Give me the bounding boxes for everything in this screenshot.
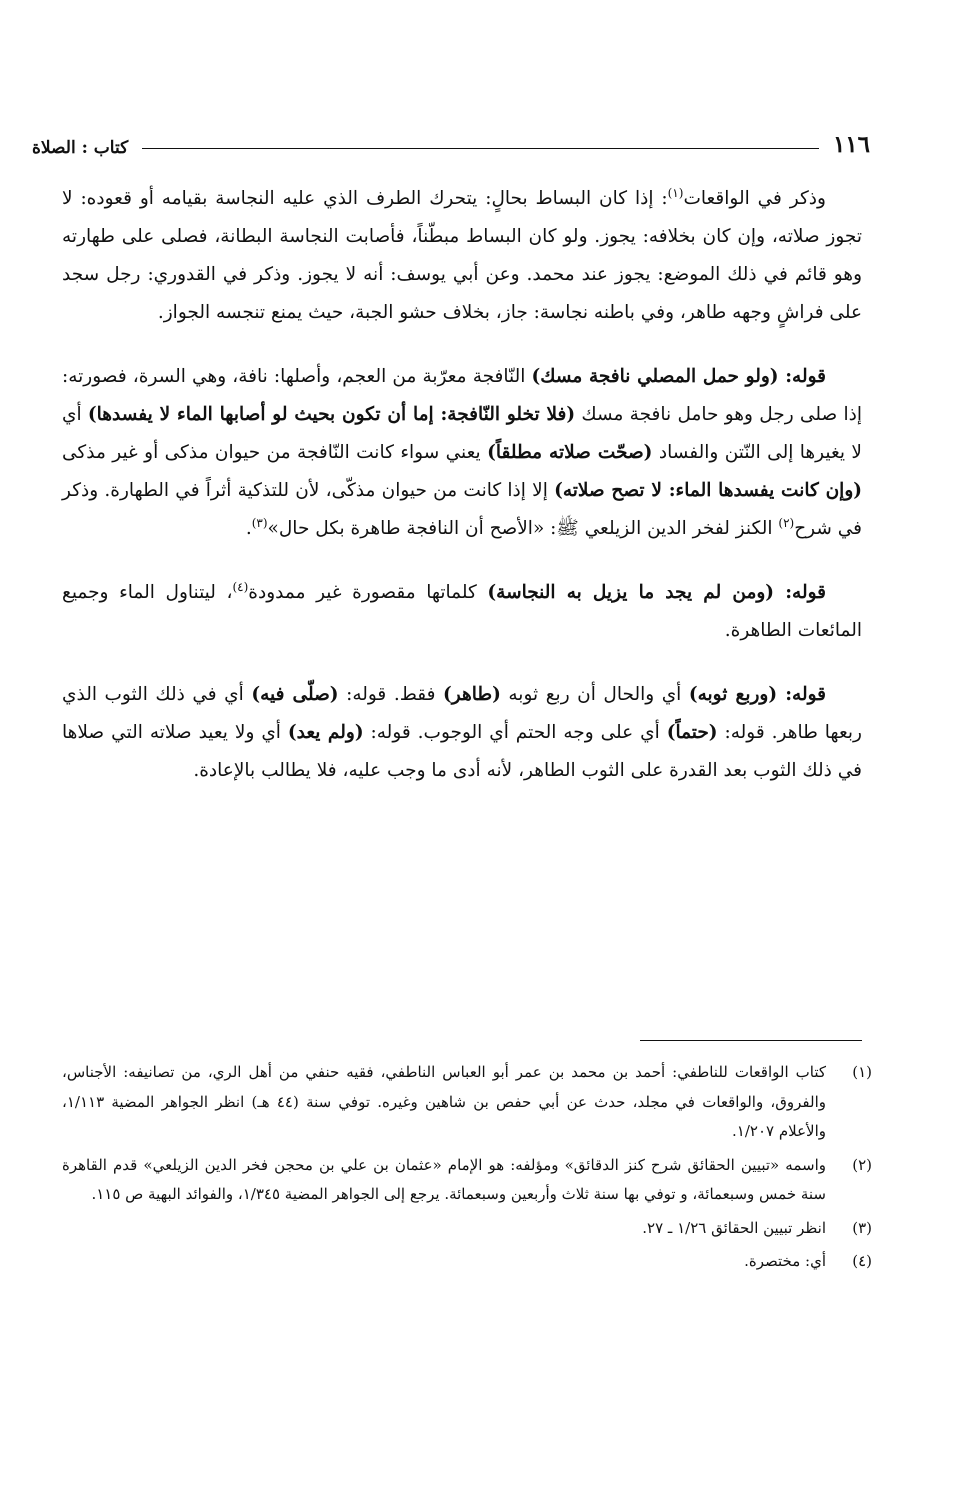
quoted-text: قوله: (ولو حمل المصلي نافجة مسك) (531, 366, 826, 387)
commentary-text: يعني سواء كانت النّافجة من حيوان مذكى أو غير مذكى (62, 442, 488, 463)
footnote-reference: (٢) (778, 515, 795, 530)
commentary-text: أي لا يغيرها إلى النّتن والفساد (62, 404, 862, 463)
footnote-text: أي: مختصرة. (744, 1252, 826, 1270)
footnote-reference: (١) (667, 185, 684, 200)
quoted-text: قوله: (ومن لم يجد ما يزيل به النجاسة) (487, 582, 826, 603)
commentary-text: : إذا كان البساط بحالٍ: يتحرك الطرف الذي عليه النجاسة بقيامه أو قعوده: لا تجوز صلاته، وإن كان بخلافه: يجوز. ولو كان البساط مبطّناً، فأصابت النجاسة البطانة، فصلى على طهارته وهو قائم في ذلك الموضع: يجوز عند محمد. وعن أبي يوسف: أنه لا يجوز. وذكر في القدوري: رجل سجد على فراشٍ وجهه طاهر، وفي باطنه نجاسة: جاز، بخلاف حشو الجبة، حيث يمنع تنجسه الجواز. (62, 188, 862, 323)
footnote-separator (640, 1040, 862, 1041)
paragraph (62, 180, 862, 332)
commentary-text: ، ليتناول الماء وجميع المائعات الطاهرة. (62, 582, 862, 641)
footnote-text: كتاب الواقعات للناطفي: أحمد بن محمد بن عمر أبو العباس الناطفي، فقيه حنفي من أهل الري، من تصانيفه: الأجناس، والفروق، والواقعات في مجلد، حدث عن أبي حفص بن شاهين وغيره. توفي سنة (٤٤ هـ) انظر الجواهر المضية ١/١١٣، والأعلام ١/٢٠٧. (62, 1063, 826, 1140)
commentary-text: أي ولا يعيد صلاته التي صلاها في ذلك الثوب بعد القدرة على الثوب الطاهر، لأنه أدى ما وجب عليه، فلا يطالب بالإعادة. (62, 722, 862, 781)
footnote (62, 1214, 872, 1244)
quoted-text: (وإن كانت يفسدها الماء: لا تصح صلاته) (554, 480, 863, 501)
quoted-text: (حتماً) (666, 722, 718, 743)
commentary-text: إلا إذا كانت من حيوان مذكّى، لأن للتذكية أثراً في الطهارة. وذكر في شرح (62, 480, 862, 539)
page-header (32, 118, 870, 158)
footnote-text: انظر تبيين الحقائق ١/٢٦ ـ ٢٧. (642, 1218, 826, 1237)
commentary-text: . (245, 518, 252, 539)
footnote (62, 1247, 872, 1277)
paragraph (62, 574, 862, 650)
footnote-reference: (٤) (232, 579, 249, 594)
main-text (62, 180, 862, 816)
paragraph (62, 676, 862, 790)
footnotes (62, 1058, 872, 1281)
commentary-text: فقط. قوله: (338, 684, 443, 705)
footnote (62, 1151, 872, 1210)
commentary-text: وذكر في الواقعات (683, 188, 826, 209)
commentary-text: النّافجة معرّبة من العجم، وأصلها: نافة، وهي السرة، فصورته: إذا صلى رجل وهو حامل نافجة مسك (62, 366, 862, 425)
quoted-text: قوله: (وربع ثوبه) (688, 684, 826, 705)
commentary-text: الكنز لفخر الدين الزيلعي ﷺ: «الأصح أن النافجة طاهرة بكل حال» (267, 518, 779, 539)
quoted-text: (فلا تخلو النّافجة: إما أن تكون بحيث لو أصابها الماء لا يفسدها) (87, 404, 576, 425)
footnote (62, 1058, 872, 1147)
footnote-text: واسمه «تبيين الحقائق شرح كنز الدقائق» ومؤلفه: هو الإمام «عثمان بن علي بن محجن فخر الدين الزيلعي» قدم القاهرة سنة خمس وسبعمائة، و توفي بها سنة ثلاث وأربعين وسبعمائة. يرجع إلى الجواهر المضية ١/٣٤٥، والفوائد البهية ص ١١٥. (62, 1155, 826, 1203)
footnote-number: (٢) (852, 1155, 872, 1174)
quoted-text: (صحّت صلاته مطلقاً) (487, 442, 653, 463)
paragraph (62, 358, 862, 548)
footnote-number: (١) (852, 1063, 872, 1081)
commentary-text: كلماتها مقصورة غير ممدودة (248, 582, 488, 603)
commentary-text: أي في ذلك الثوب الذي ربعها طاهر. قوله: (62, 684, 862, 743)
page-number: ١١٦ (832, 131, 870, 158)
header-rule (142, 148, 819, 149)
footnote-reference: (٣) (251, 515, 268, 530)
commentary-text: أي على وجه الحتم أي الوجوب. قوله: (363, 722, 667, 743)
footnote-number: (٤) (852, 1252, 872, 1270)
quoted-text: (ولم يعد) (287, 722, 364, 743)
commentary-text: أي والحال أن ربع ثوبه (500, 684, 689, 705)
footnote-number: (٣) (852, 1218, 872, 1237)
quoted-text: (طاهر) (443, 684, 501, 705)
quoted-text: (صلّى فيه) (251, 684, 339, 705)
running-title: كتاب : الصلاة (32, 138, 129, 158)
